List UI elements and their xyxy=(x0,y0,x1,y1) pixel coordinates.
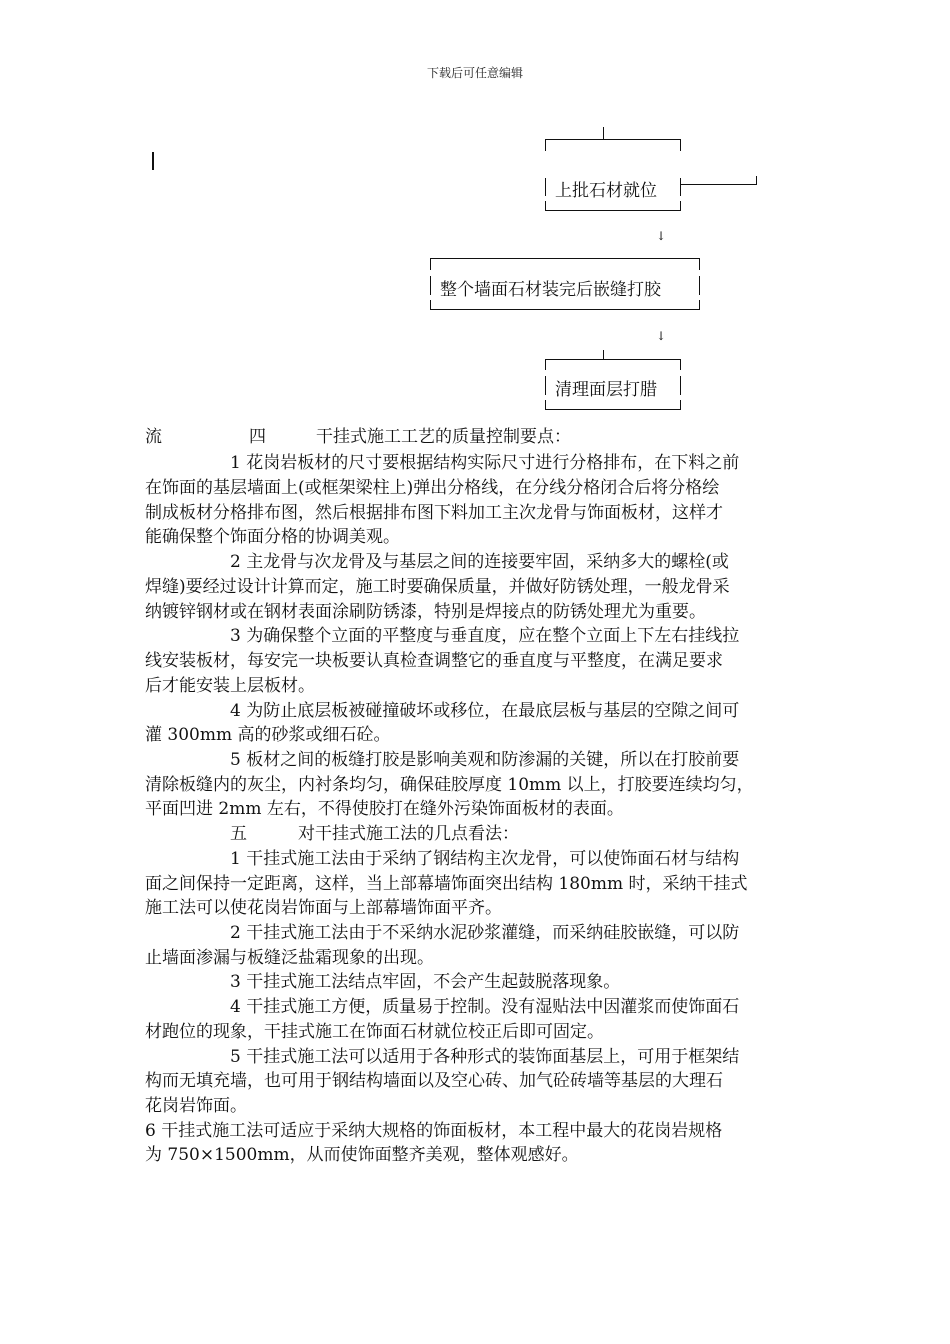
flow-arrow-1: ↓ xyxy=(656,229,667,243)
paragraph-line: 材跑位的现象，干挂式施工在饰面石材就位校正后即可固定。 xyxy=(145,1022,604,1042)
section-4-title: 干挂式施工工艺的质量控制要点： xyxy=(316,427,571,447)
paragraph-line: 纳镀锌钢材或在钢材表面涂刷防锈漆，特别是焊接点的防锈处理尤为重要。 xyxy=(145,602,706,622)
section-4-prefix: 流 xyxy=(145,427,162,447)
paragraph-line: 制成板材分格排布图，然后根据排布图下料加工主次龙骨与饰面板材，这样才 xyxy=(145,503,723,523)
paragraph-line: 平面凹进 2mm 左右，不得使胶打在缝外污染饰面板材的表面。 xyxy=(145,799,624,819)
paragraph-line: 后才能安装上层板材。 xyxy=(145,676,315,696)
flow-box-2-label: 整个墙面石材装完后嵌缝打胶 xyxy=(440,280,661,300)
margin-mark xyxy=(152,152,154,170)
paragraph-line: 花岗岩饰面。 xyxy=(145,1096,247,1116)
paragraph-line: 3 干挂式施工法结点牢固，不会产生起鼓脱落现象。 xyxy=(230,972,621,992)
paragraph-line: 焊缝)要经过设计计算而定，施工时要确保质量，并做好防锈处理，一般龙骨采 xyxy=(145,577,730,597)
section-5-number: 五 xyxy=(230,824,247,844)
paragraph-line: 2 主龙骨与次龙骨及与基层之间的连接要牢固，采纳多大的螺栓(或 xyxy=(230,552,729,572)
paragraph-line: 能确保整个饰面分格的协调美观。 xyxy=(145,527,400,547)
paragraph-line: 止墙面渗漏与板缝泛盐霜现象的出现。 xyxy=(145,948,434,968)
paragraph-line: 线安装板材，每安完一块板要认真检查调整它的垂直度与平整度，在满足要求 xyxy=(145,651,723,671)
paragraph-line: 2 干挂式施工法由于不采纳水泥砂浆灌缝，而采纳硅胶嵌缝，可以防 xyxy=(230,923,740,943)
paragraph-line: 4 为防止底层板被碰撞破坏或移位，在最底层板与基层的空隙之间可 xyxy=(230,701,740,721)
paragraph-line: 面之间保持一定距离，这样，当上部幕墙饰面突出结构 180mm 时，采纳干挂式 xyxy=(145,874,748,894)
paragraph-line: 4 干挂式施工方便，质量易于控制。没有湿贴法中因灌浆而使饰面石 xyxy=(230,997,740,1017)
paragraph-line: 构而无填充墙，也可用于钢结构墙面以及空心砖、加气砼砖墙等基层的大理石 xyxy=(145,1071,723,1091)
paragraph-line: 1 干挂式施工法由于采纳了钢结构主次龙骨，可以使饰面石材与结构 xyxy=(230,849,740,869)
paragraph-line: 5 干挂式施工法可以适用于各种形式的装饰面基层上，可用于框架结 xyxy=(230,1047,740,1067)
paragraph-line: 灌 300mm 高的砂浆或细石砼。 xyxy=(145,725,391,745)
paragraph-line: 在饰面的基层墙面上(或框架梁柱上)弹出分格线，在分线分格闭合后将分格绘 xyxy=(145,478,720,498)
flow-box-3-label: 清理面层打腊 xyxy=(555,380,657,400)
page-header-note: 下载后可任意编辑 xyxy=(426,66,523,80)
paragraph-line: 5 板材之间的板缝打胶是影响美观和防渗漏的关键，所以在打胶前要 xyxy=(230,750,740,770)
paragraph-line: 施工法可以使花岗岩饰面与上部幕墙饰面平齐。 xyxy=(145,898,502,918)
paragraph-line: 1 花岗岩板材的尺寸要根据结构实际尺寸进行分格排布，在下料之前 xyxy=(230,453,740,473)
flow-box-1-label: 上批石材就位 xyxy=(555,181,657,201)
flow-return-line xyxy=(681,184,757,185)
section-4-number: 四 xyxy=(249,427,266,447)
section-5-title: 对干挂式施工法的几点看法： xyxy=(298,824,519,844)
paragraph-line: 清除板缝内的灰尘，内衬条均匀，确保硅胶厚度 10mm 以上，打胶要连续均匀， xyxy=(145,775,754,795)
paragraph-line: 6 干挂式施工法可适应于采纳大规格的饰面板材，本工程中最大的花岗岩规格 xyxy=(145,1121,723,1141)
paragraph-line: 3 为确保整个立面的平整度与垂直度，应在整个立面上下左右挂线拉 xyxy=(230,626,740,646)
flow-arrow-2: ↓ xyxy=(656,329,667,343)
paragraph-line: 为 750×1500mm，从而使饰面整齐美观，整体观感好。 xyxy=(145,1145,579,1165)
